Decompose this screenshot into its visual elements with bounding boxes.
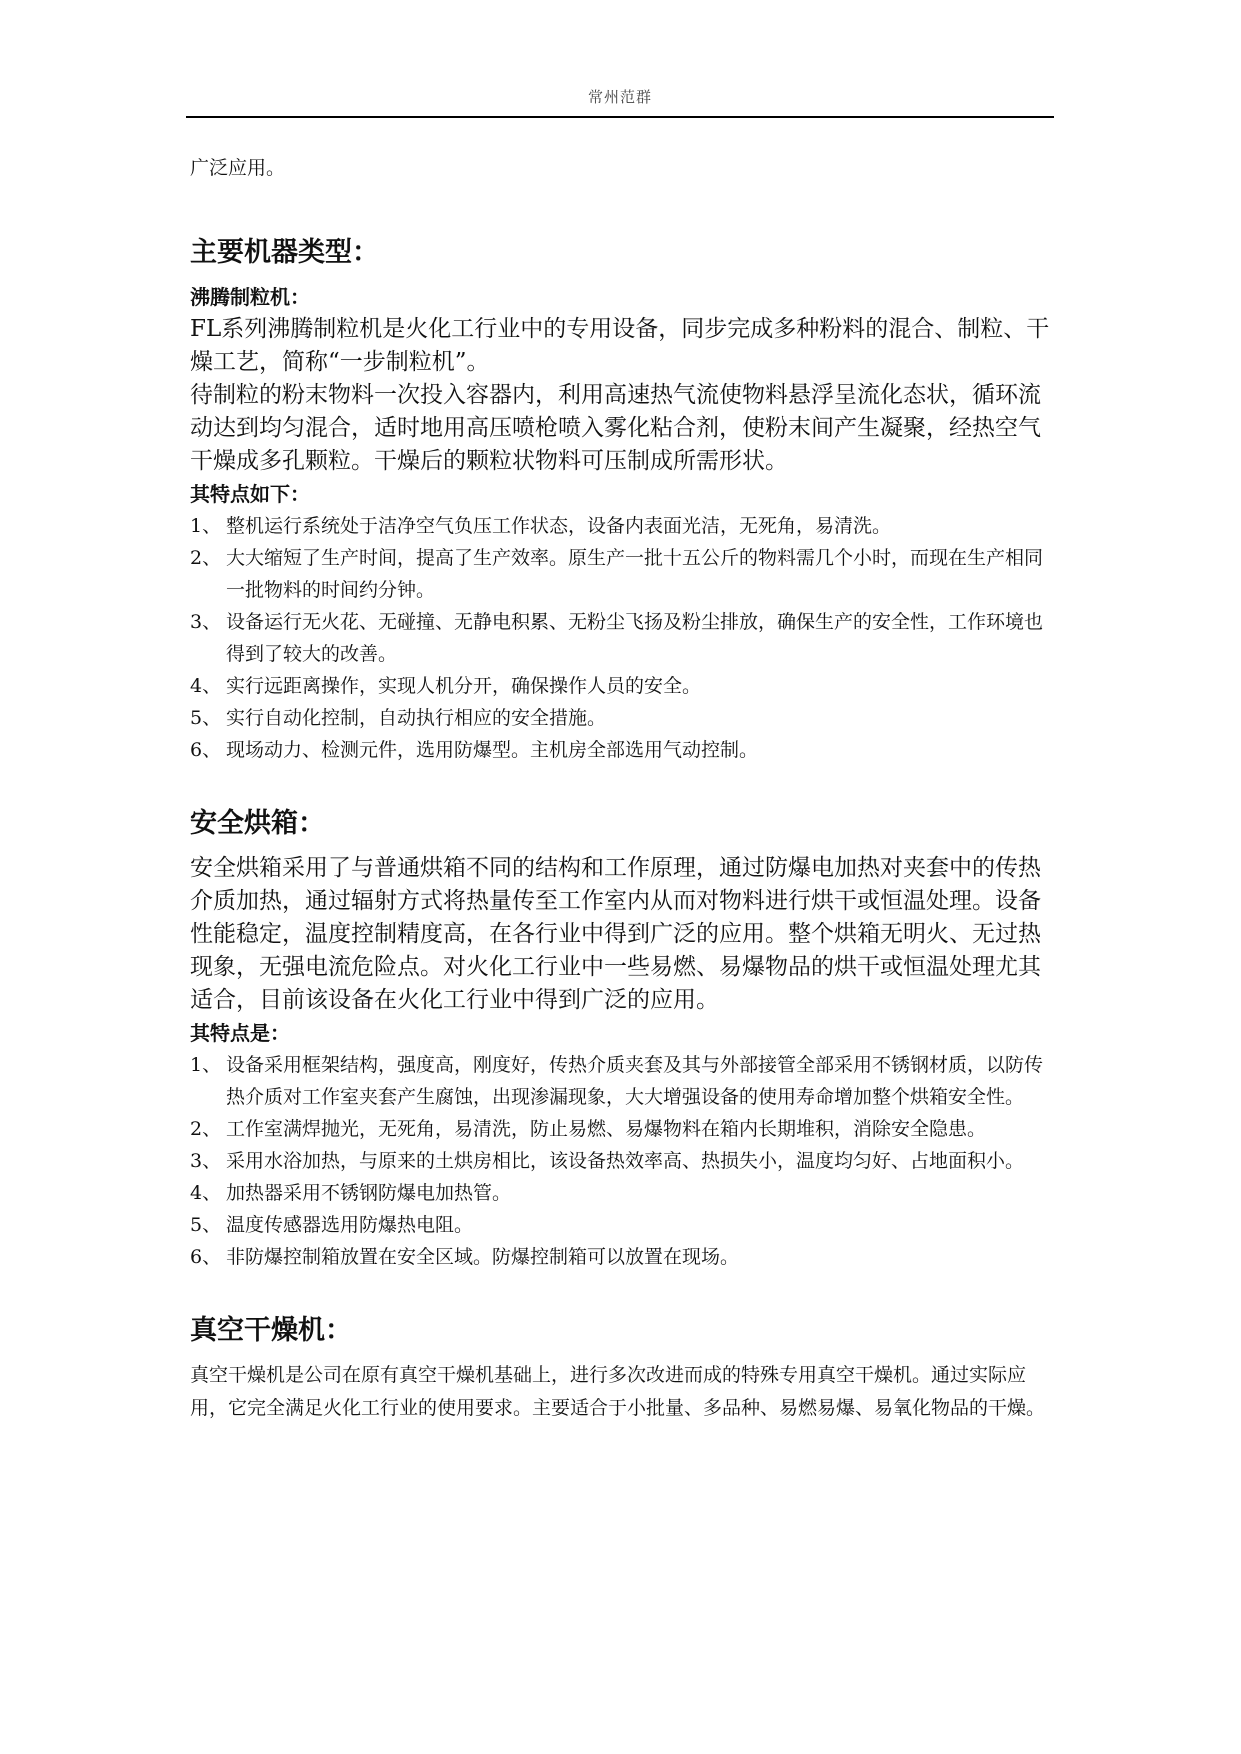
list-item-number: 3、 xyxy=(190,611,222,633)
list-item xyxy=(190,702,1056,734)
list-item xyxy=(190,1049,1056,1113)
list-item xyxy=(190,1145,1056,1177)
list-item-number: 4、 xyxy=(190,1182,222,1204)
list-item xyxy=(190,670,1056,702)
list-item-number: 2、 xyxy=(190,1118,222,1140)
vacuum-dryer-paragraph: 真空干燥机是公司在原有真空干燥机基础上，进行多次改进而成的特殊专用真空干燥机。通过实际应用，它完全满足火化工行业的使用要求。主要适合于小批量、多品种、易燃易爆、易氧化物品的干燥。 xyxy=(190,1364,1046,1419)
list-item-text: 实行远距离操作，实现人机分开，确保操作人员的安全。 xyxy=(226,675,702,697)
list-item-text: 设备运行无火花、无碰撞、无静电积累、无粉尘飞扬及粉尘排放，确保生产的安全性，工作环境也得到了较大的改善。 xyxy=(226,611,1044,665)
granulator-features-heading: 其特点如下： xyxy=(190,482,310,506)
intro-tail: 广泛应用。 xyxy=(190,157,286,179)
list-item-text: 现场动力、检测元件，选用防爆型。主机房全部选用气动控制。 xyxy=(226,739,759,761)
granulator-feature-list xyxy=(190,510,1056,766)
list-item-text: 实行自动化控制，自动执行相应的安全措施。 xyxy=(226,707,607,729)
subheading-fluid-bed-granulator: 沸腾制粒机： xyxy=(190,285,310,309)
granulator-paragraph-2: 待制粒的粉末物料一次投入容器内，利用高速热气流使物料悬浮呈流化态状，循环流动达到均匀混合，适时地用高压喷枪喷入雾化粘合剂，使粉末间产生凝聚，经热空气干燥成多孔颗粒。干燥后的颗粒状物料可压制成所需形状。 xyxy=(190,382,1041,474)
list-item-number: 5、 xyxy=(190,707,222,729)
safety-oven-feature-list xyxy=(190,1049,1056,1273)
header-rule xyxy=(186,116,1054,118)
list-item xyxy=(190,542,1056,606)
list-item xyxy=(190,1177,1056,1209)
list-item xyxy=(190,510,1056,542)
section-heading-machine-types: 主要机器类型： xyxy=(190,237,379,268)
list-item-text: 大大缩短了生产时间，提高了生产效率。原生产一批十五公斤的物料需几个小时，而现在生产相同一批物料的时间约分钟。 xyxy=(226,547,1044,601)
document-body xyxy=(190,152,1056,1425)
list-item-text: 非防爆控制箱放置在安全区域。防爆控制箱可以放置在现场。 xyxy=(226,1246,740,1268)
list-item-text: 工作室满焊抛光，无死角，易清洗，防止易燃、易爆物料在箱内长期堆积，消除安全隐患。 xyxy=(226,1118,987,1140)
list-item-number: 1、 xyxy=(190,515,222,537)
list-item xyxy=(190,734,1056,766)
list-item-number: 6、 xyxy=(190,739,222,761)
list-item-text: 整机运行系统处于洁净空气负压工作状态，设备内表面光洁，无死角，易清洗。 xyxy=(226,515,892,537)
list-item xyxy=(190,1241,1056,1273)
list-item-number: 1、 xyxy=(190,1054,222,1076)
list-item-number: 6、 xyxy=(190,1246,222,1268)
list-item-text: 采用水浴加热，与原来的土烘房相比，该设备热效率高、热损失小，温度均匀好、占地面积小。 xyxy=(226,1150,1025,1172)
list-item-number: 3、 xyxy=(190,1150,222,1172)
list-item-number: 4、 xyxy=(190,675,222,697)
section-heading-vacuum-dryer: 真空干燥机： xyxy=(190,1315,352,1346)
list-item xyxy=(190,1113,1056,1145)
list-item xyxy=(190,1209,1056,1241)
list-item-number: 2、 xyxy=(190,547,222,569)
list-item xyxy=(190,606,1056,670)
granulator-paragraph-1: FL系列沸腾制粒机是火化工行业中的专用设备，同步完成多种粉料的混合、制粒、干燥工艺，简称“一步制粒机”。 xyxy=(190,316,1050,375)
safety-oven-features-heading: 其特点是： xyxy=(190,1021,290,1045)
list-item-number: 5、 xyxy=(190,1214,222,1236)
section-heading-safety-oven: 安全烘箱： xyxy=(190,808,325,839)
list-item-text: 温度传感器选用防爆热电阻。 xyxy=(226,1214,474,1236)
safety-oven-paragraph: 安全烘箱采用了与普通烘箱不同的结构和工作原理，通过防爆电加热对夹套中的传热介质加热，通过辐射方式将热量传至工作室内从而对物料进行烘干或恒温处理。设备性能稳定，温度控制精度高，在各行业中得到广泛的应用。整个烘箱无明火、无过热现象，无强电流危险点。对火化工行业中一些易燃、易爆物品的烘干或恒温处理尤其适合，目前该设备在火化工行业中得到广泛的应用。 xyxy=(190,855,1041,1013)
list-item-text: 设备采用框架结构，强度高，刚度好，传热介质夹套及其与外部接管全部采用不锈钢材质，以防传热介质对工作室夹套产生腐蚀，出现渗漏现象，大大增强设备的使用寿命增加整个烘箱安全性。 xyxy=(226,1054,1044,1108)
list-item-text: 加热器采用不锈钢防爆电加热管。 xyxy=(226,1182,512,1204)
page-header: 常州范群 xyxy=(587,88,652,106)
